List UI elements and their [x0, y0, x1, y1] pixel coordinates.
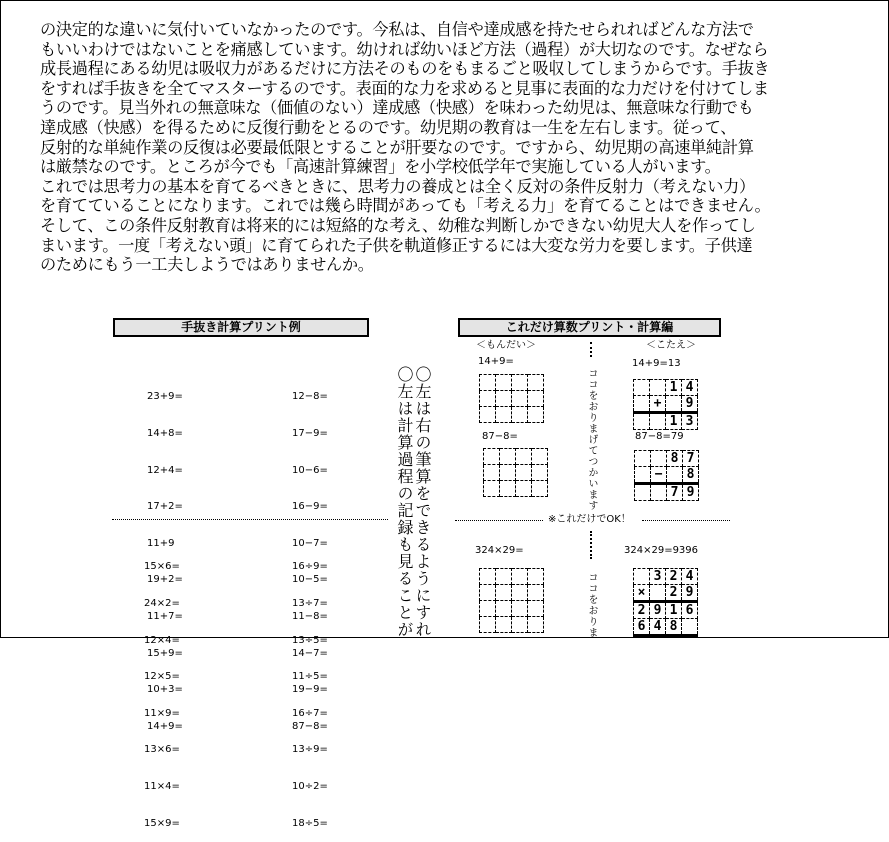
grid-cell — [516, 465, 532, 481]
grid-cell — [516, 481, 532, 497]
grid-row — [634, 413, 698, 430]
drill-item: 15×9= — [144, 817, 180, 829]
grid-cell — [634, 569, 650, 585]
drill-item: 13÷5= — [292, 634, 328, 646]
vertical-note-right: 〇左は右の筆算をできるようにすれ — [413, 366, 432, 638]
grid-row — [480, 617, 544, 633]
dotted-divider — [642, 520, 730, 521]
grid-row — [635, 467, 699, 484]
question-1: 14+9= — [478, 356, 514, 367]
paragraph-line: まいます。一度「考えない頭」に育てられた子供を軌道修正するには大変な労力を要します。子供達 — [40, 235, 753, 255]
grid-cell: 9 — [683, 484, 699, 501]
grid-cell: 1 — [666, 380, 682, 396]
drill-item: 10÷2= — [292, 781, 328, 793]
drill-item: 18÷5= — [292, 817, 328, 829]
grid-cell: 7 — [683, 451, 699, 467]
paragraph-line: を育てていることになります。これでは幾ら時間があっても「考える力」を育てることはできません。 — [40, 196, 771, 216]
drill-item: 11+7= — [147, 611, 183, 623]
grid-cell — [634, 413, 650, 430]
dotted-divider — [112, 519, 388, 520]
grid-cell — [480, 585, 496, 601]
grid-cell: 7 — [667, 484, 683, 501]
multiplication-column — [144, 537, 180, 842]
paragraph-line: 達成感（快感）を得るために反復行動をとるのです。幼児期の教育は一生を左右します。従って、 — [40, 117, 737, 137]
grid-cell — [532, 481, 548, 497]
grid-cell — [650, 585, 666, 602]
grid-cell — [512, 391, 528, 407]
drill-item: 24×2= — [144, 598, 180, 610]
drill-item: 16÷9= — [292, 561, 328, 573]
grid-row — [480, 601, 544, 617]
drill-item: 19+2= — [147, 574, 183, 586]
right-box-title: これだけ算数プリント・計算編 — [458, 318, 721, 337]
drill-item: 15×6= — [144, 561, 180, 573]
kotae-label: ＜こたえ＞ — [646, 340, 696, 351]
grid-cell: 8 — [683, 467, 699, 484]
grid-cell — [500, 465, 516, 481]
drill-item: 11×4= — [144, 781, 180, 793]
drill-item: 13÷9= — [292, 744, 328, 756]
grid-row — [634, 619, 698, 636]
drill-item: 16÷7= — [292, 707, 328, 719]
grid-cell — [480, 407, 496, 423]
paragraph-line: は厳禁なのです。ところが今でも「高速計算練習」を小学校低学年で実施している人がいます。 — [40, 157, 721, 177]
grid-cell: 6 — [634, 619, 650, 636]
drill-item: 19−9= — [292, 684, 328, 696]
answer-2: 87−8=79 — [635, 431, 684, 442]
paragraph-line: をすれば手抜きを全てマスターするのです。表面的な力を求めると見事に表面的な力だけを付けてしま — [40, 78, 769, 98]
grid-cell — [484, 465, 500, 481]
dotted-divider — [455, 520, 543, 521]
grid-cell: 4 — [682, 380, 698, 396]
drill-item: 11−8= — [292, 611, 328, 623]
grid-cell — [528, 601, 544, 617]
paragraph-line: の決定的な違いに気付いていなかったのです。今私は、自信や達成感を持たせられればどんな方法で — [40, 20, 754, 39]
grid-cell — [512, 375, 528, 391]
grid-cell — [496, 585, 512, 601]
grid-cell: 2 — [666, 585, 682, 602]
grid-cell — [532, 449, 548, 465]
grid-cell: 9 — [682, 396, 698, 413]
grid-cell — [496, 601, 512, 617]
grid-cell — [496, 375, 512, 391]
grid-cell — [634, 380, 650, 396]
answer-grid-3 — [633, 568, 698, 637]
grid-cell: 4 — [650, 619, 666, 636]
grid-cell — [496, 407, 512, 423]
grid-row — [480, 375, 544, 391]
grid-cell: 9 — [682, 585, 698, 602]
grid-cell — [484, 449, 500, 465]
drill-item: 87−8= — [292, 720, 328, 732]
grid-row — [484, 481, 548, 497]
drill-item: 10−5= — [292, 574, 328, 586]
drill-item: 14+8= — [147, 428, 183, 440]
grid-row — [484, 449, 548, 465]
grid-cell: 1 — [666, 413, 682, 430]
grid-cell — [635, 451, 651, 467]
grid-cell — [528, 375, 544, 391]
paragraph-line: うのです。見当外れの無意味な（価値のない）達成感（快感）を味わった幼児は、無意味な行動でも — [40, 98, 754, 118]
grid-cell — [480, 375, 496, 391]
grid-row — [480, 391, 544, 407]
grid-cell — [667, 467, 683, 484]
drill-item: 12+4= — [147, 464, 183, 476]
grid-cell — [650, 413, 666, 430]
drill-item: 10+3= — [147, 684, 183, 696]
grid-cell — [512, 585, 528, 601]
drill-item: 17+2= — [147, 501, 183, 513]
grid-cell — [634, 396, 650, 413]
grid-cell — [500, 481, 516, 497]
grid-cell — [651, 451, 667, 467]
paragraph-line: 成長過程にある幼児は吸収力があるだけに方法そのものをもまるごと吸収してしまうからです。手抜き — [40, 59, 770, 79]
grid-cell: 8 — [666, 619, 682, 636]
body-paragraph — [40, 20, 870, 275]
grid-cell: 3 — [682, 413, 698, 430]
grid-cell: 2 — [634, 602, 650, 619]
grid-cell: + — [650, 396, 666, 413]
drill-item: 11+9 — [147, 537, 175, 549]
grid-cell — [528, 617, 544, 633]
paragraph-line: これでは思考力の基本を育てるべきときに、思考力の養成とは全く反対の条件反射力（考えない力） — [40, 176, 755, 196]
answer-1: 14+9=13 — [632, 358, 681, 369]
left-box-title: 手抜き計算プリント例 — [113, 318, 369, 337]
grid-cell: 9 — [650, 602, 666, 619]
grid-row — [635, 451, 699, 467]
grid-row — [634, 585, 698, 602]
grid-row — [634, 380, 698, 396]
grid-cell — [635, 484, 651, 501]
drill-item: 10−7= — [292, 537, 328, 549]
grid-cell — [500, 449, 516, 465]
grid-cell: × — [634, 585, 650, 602]
answer-grid-1 — [633, 379, 698, 430]
grid-cell — [480, 617, 496, 633]
fold-instruction: ココをおりまげてつかいます — [586, 368, 597, 511]
grid-row — [634, 569, 698, 585]
paragraph-line: そして、この条件反射教育は将来的には短絡的な考え、幼稚な判断しかできない幼児大人を作ってし — [40, 215, 756, 235]
drill-item: 11×9= — [144, 707, 180, 719]
question-3: 324×29= — [475, 545, 524, 556]
grid-cell: 6 — [682, 602, 698, 619]
grid-cell — [496, 617, 512, 633]
drill-item: 14+9= — [147, 720, 183, 732]
paragraph-line: のためにもう一工夫しようではありませんか。 — [40, 255, 374, 275]
grid-row — [480, 569, 544, 585]
grid-cell — [666, 396, 682, 413]
grid-row — [635, 484, 699, 501]
grid-cell: 8 — [667, 451, 683, 467]
vertical-note-left: 〇左は計算過程の記録も見ることが — [395, 366, 414, 638]
empty-grid-2 — [483, 448, 548, 497]
drill-item: 13÷7= — [292, 598, 328, 610]
grid-cell: 2 — [666, 569, 682, 585]
grid-row — [480, 585, 544, 601]
grid-cell: 1 — [666, 602, 682, 619]
drill-item: 23+9= — [147, 391, 183, 403]
drill-item: 16−9= — [292, 501, 328, 513]
drill-item: 14−7= — [292, 647, 328, 659]
grid-cell — [512, 617, 528, 633]
drill-item: 13×6= — [144, 744, 180, 756]
drill-item: 12×5= — [144, 671, 180, 683]
paragraph-line: 反射的な単純作業の反復は必要最低限とすることが肝要なのです。ですから、幼児期の高速単純計算 — [40, 137, 754, 157]
drill-item: 15+9= — [147, 647, 183, 659]
mondai-label: ＜もんだい＞ — [476, 340, 536, 351]
grid-cell — [512, 601, 528, 617]
fold-line — [590, 342, 592, 357]
grid-cell — [528, 407, 544, 423]
grid-cell — [528, 391, 544, 407]
grid-row — [484, 465, 548, 481]
drill-item: 12−8= — [292, 391, 328, 403]
grid-row — [634, 396, 698, 413]
grid-cell — [512, 407, 528, 423]
grid-cell — [496, 391, 512, 407]
grid-row — [634, 602, 698, 619]
answer-3: 324×29=9396 — [624, 545, 699, 556]
grid-cell — [480, 391, 496, 407]
answer-grid-2 — [634, 450, 699, 501]
grid-cell — [484, 481, 500, 497]
paragraph-line: もいいわけではないことを痛感しています。幼ければ幼いほど方法（過程）が大切なのです。なぜなら — [40, 39, 769, 59]
grid-cell — [650, 380, 666, 396]
fold-line — [590, 531, 592, 559]
grid-cell — [532, 465, 548, 481]
grid-cell — [516, 449, 532, 465]
grid-cell — [480, 569, 496, 585]
drill-item: 11÷5= — [292, 671, 328, 683]
grid-cell — [635, 467, 651, 484]
grid-cell: 4 — [682, 569, 698, 585]
grid-cell: − — [651, 467, 667, 484]
grid-cell — [480, 601, 496, 617]
drill-item: 10−6= — [292, 464, 328, 476]
empty-grid-1 — [479, 374, 544, 423]
grid-row — [480, 407, 544, 423]
grid-cell — [512, 569, 528, 585]
empty-grid-3 — [479, 568, 544, 633]
grid-cell: 3 — [650, 569, 666, 585]
grid-cell — [528, 569, 544, 585]
grid-cell — [528, 585, 544, 601]
question-2: 87−8= — [482, 431, 518, 442]
drill-item: 17−9= — [292, 428, 328, 440]
ok-note: ※これだけでOK！ — [548, 514, 631, 525]
fold-instruction: ココをおりま — [586, 572, 597, 638]
division-column — [292, 537, 328, 842]
grid-cell — [496, 569, 512, 585]
grid-cell — [682, 619, 698, 636]
grid-cell — [651, 484, 667, 501]
drill-item: 12×4= — [144, 634, 180, 646]
